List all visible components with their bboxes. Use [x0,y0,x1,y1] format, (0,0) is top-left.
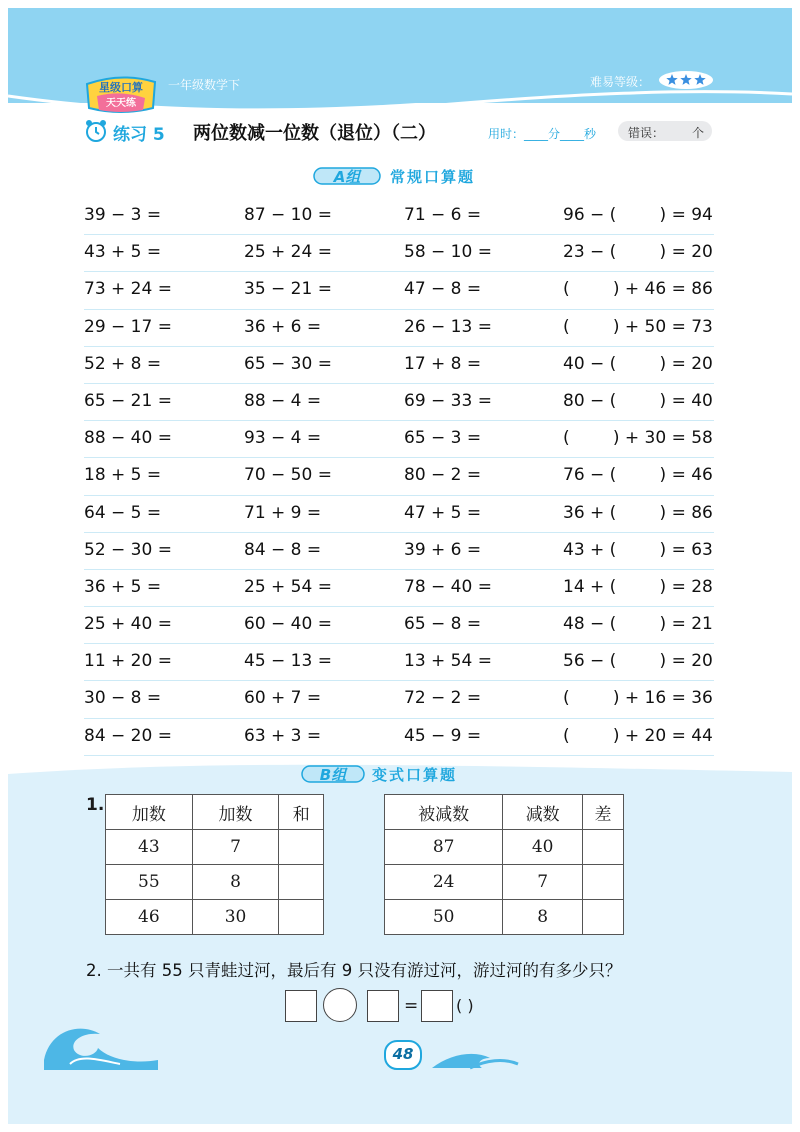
answer-cell[interactable] [583,900,624,935]
table-cell: 8 [192,865,279,900]
fill-in-problem[interactable]: 96 − ( ) = 94 [563,205,713,225]
table-cell: 8 [503,900,583,935]
arithmetic-problem[interactable]: 71 + 9 = [244,502,322,523]
table-cell: 7 [192,830,279,865]
problem-row [84,570,714,607]
table-cell: 7 [503,865,583,900]
answer-box-3[interactable] [421,990,453,1022]
table-cell: 55 [106,865,193,900]
arithmetic-problem[interactable]: 25 + 24 = [244,242,332,263]
table-cell: 43 [106,830,193,865]
answer-box-1[interactable] [285,990,317,1022]
problem-row [84,347,714,384]
logo-text-2: 天天练 [106,98,136,109]
unit-parentheses[interactable]: ( ) [456,996,474,1015]
arithmetic-problem[interactable]: 70 − 50 = [244,465,332,486]
problem-row [84,384,714,421]
fill-in-problem[interactable]: 43 + ( ) = 63 [563,539,713,560]
arithmetic-problem[interactable]: 65 − 3 = [404,428,482,449]
answer-box-2[interactable] [367,990,399,1022]
arithmetic-problem[interactable]: 69 − 33 = [404,390,492,411]
arithmetic-problem[interactable]: 80 − 2 = [404,465,482,486]
arithmetic-problem[interactable]: 73 + 24 = [84,279,172,300]
table-header: 差 [583,795,624,830]
arithmetic-problem[interactable]: 60 − 40 = [244,614,332,635]
arithmetic-problem[interactable]: 93 − 4 = [244,428,322,449]
operator-circle[interactable] [323,988,357,1022]
question-2-text: 2. 一共有 55 只青蛙过河，最后有 9 只没有游过河，游过河的有多少只？ [86,961,622,980]
fill-in-problem[interactable]: 76 − ( ) = 46 [563,465,713,486]
problem-row [84,533,714,570]
problem-row [84,644,714,681]
section-b-badge [300,762,366,786]
equals-sign: = [404,996,419,1016]
errors-badge [618,121,712,141]
arithmetic-problem[interactable]: 58 − 10 = [404,242,492,263]
table-cell: 30 [192,900,279,935]
table-header: 加数 [192,795,279,830]
problem-row [84,458,714,495]
table-header: 和 [279,795,324,830]
answer-cell[interactable] [279,830,324,865]
fill-in-problem[interactable]: 48 − ( ) = 21 [563,614,713,635]
answer-cell[interactable] [583,830,624,865]
table-header: 加数 [106,795,193,830]
arithmetic-problem[interactable]: 65 − 21 = [84,390,172,411]
arithmetic-problem[interactable]: 64 − 5 = [84,502,162,523]
fill-in-problem[interactable]: 40 − ( ) = 20 [563,353,713,374]
fill-in-problem[interactable]: 80 − ( ) = 40 [563,390,713,411]
fill-in-problem[interactable]: 14 + ( ) = 28 [563,576,713,597]
difficulty-label: 难易等级： [590,75,651,89]
table-header: 被减数 [385,795,503,830]
fill-in-problem[interactable]: ( ) + 30 = 58 [563,428,713,449]
table-cell: 87 [385,830,503,865]
table-cell: 24 [385,865,503,900]
arithmetic-problem[interactable]: 39 − 3 = [84,205,162,225]
arithmetic-problem[interactable]: 45 − 13 = [244,651,332,672]
arithmetic-problem[interactable]: 25 + 54 = [244,576,332,597]
fill-in-problem[interactable]: ( ) + 16 = 36 [563,688,713,709]
section-b-title: 变式口算题 [372,766,458,784]
arithmetic-problem[interactable]: 52 − 30 = [84,539,172,560]
arithmetic-problem[interactable]: 45 − 9 = [404,725,482,746]
difficulty-stars [658,68,714,90]
arithmetic-problem[interactable]: 65 − 30 = [244,353,332,374]
arithmetic-problem[interactable]: 26 − 13 = [404,316,492,337]
section-a-badge [312,164,382,188]
page-number: 48 [384,1040,422,1070]
exercise-label: 练习 5 [113,125,165,145]
time-field: 用时：____分____秒 [488,127,597,141]
exercise-title: 两位数减一位数（退位）（二） [193,123,436,144]
section-a-title: 常规口算题 [390,168,476,186]
table-header: 减数 [503,795,583,830]
logo-text-1: 星级口算 [99,81,143,94]
arithmetic-problem[interactable]: 36 + 5 = [84,576,162,597]
arithmetic-problem[interactable]: 17 + 8 = [404,353,482,374]
problem-row [84,198,714,235]
arithmetic-problem[interactable]: 13 + 54 = [404,651,492,672]
arithmetic-problem[interactable]: 47 + 5 = [404,502,482,523]
arithmetic-problem[interactable]: 18 + 5 = [84,465,162,486]
fill-in-problem[interactable]: ( ) + 50 = 73 [563,316,713,337]
arithmetic-problem[interactable]: 35 − 21 = [244,279,332,300]
arithmetic-problem[interactable]: 65 − 8 = [404,614,482,635]
arithmetic-problem[interactable]: 60 + 7 = [244,688,322,709]
arithmetic-problem[interactable]: 52 + 8 = [84,353,162,374]
answer-cell[interactable] [583,865,624,900]
problem-row [84,310,714,347]
answer-cell[interactable] [279,865,324,900]
arithmetic-problem[interactable]: 36 + 6 = [244,316,322,337]
addition-table [105,794,324,935]
problem-row [84,607,714,644]
errors-unit: 个 [692,126,705,140]
arithmetic-problem[interactable]: 72 − 2 = [404,688,482,709]
alarm-clock-icon [84,119,108,143]
question-1-number: 1. [86,795,105,815]
arithmetic-problem[interactable]: 88 − 40 = [84,428,172,449]
fill-in-problem[interactable]: 23 − ( ) = 20 [563,242,713,263]
arithmetic-problem[interactable]: 88 − 4 = [244,390,322,411]
arithmetic-problem[interactable]: 84 − 8 = [244,539,322,560]
logo [83,74,159,114]
arithmetic-problem[interactable]: 47 − 8 = [404,279,482,300]
arithmetic-problem[interactable]: 11 + 20 = [84,651,172,672]
problem-row [84,681,714,718]
subtraction-table [384,794,624,935]
arithmetic-problem[interactable]: 84 − 20 = [84,725,172,746]
table-cell: 50 [385,900,503,935]
arithmetic-problem[interactable]: 87 − 10 = [244,205,332,225]
errors-label: 错误： [628,126,665,140]
fill-in-problem[interactable]: ( ) + 20 = 44 [563,725,713,746]
answer-cell[interactable] [279,900,324,935]
fill-in-problem[interactable]: ( ) + 46 = 86 [563,279,713,300]
arithmetic-problem[interactable]: 78 − 40 = [404,576,492,597]
subject-label: 一年级数学下 [168,78,241,92]
arithmetic-problem[interactable]: 63 + 3 = [244,725,322,746]
arithmetic-problem[interactable]: 43 + 5 = [84,242,162,263]
section-a-badge-text: A组 [333,168,361,186]
arithmetic-problem[interactable]: 30 − 8 = [84,688,162,709]
section-b-badge-text: B组 [319,766,347,784]
table-cell: 40 [503,830,583,865]
wave-decoration-left [40,1020,160,1070]
arithmetic-problem[interactable]: 25 + 40 = [84,614,172,635]
arithmetic-problem[interactable]: 39 + 6 = [404,539,482,560]
problem-row [84,235,714,272]
wave-decoration-right [430,1040,520,1070]
arithmetic-problem[interactable]: 71 − 6 = [404,205,482,225]
arithmetic-problem[interactable]: 29 − 17 = [84,316,172,337]
table-cell: 46 [106,900,193,935]
section-a-problems [84,198,714,756]
problem-row [84,496,714,533]
fill-in-problem[interactable]: 56 − ( ) = 20 [563,651,713,672]
problem-row [84,272,714,309]
problem-row [84,421,714,458]
fill-in-problem[interactable]: 36 + ( ) = 86 [563,502,713,523]
